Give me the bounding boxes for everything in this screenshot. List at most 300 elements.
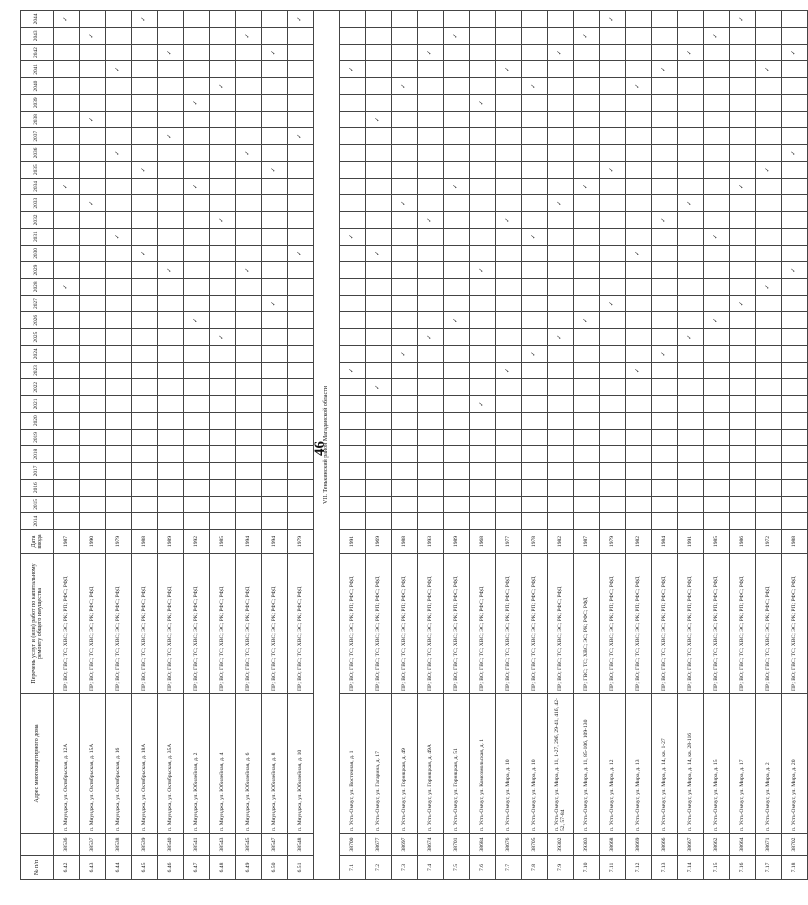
year-cell <box>782 245 808 262</box>
year-cell <box>756 145 782 162</box>
year-cell <box>262 128 288 145</box>
year-cell <box>132 145 158 162</box>
year-cell <box>54 463 80 480</box>
year-cell <box>730 212 756 229</box>
check-mark-icon: ✓ <box>427 334 434 340</box>
year-cell <box>184 513 210 530</box>
year-cell <box>496 11 522 28</box>
year-cell <box>106 195 132 212</box>
table-row <box>548 11 574 880</box>
row-year: 1988 <box>392 530 418 554</box>
year-cell <box>262 111 288 128</box>
row-services: ПР; ВО; ГВС; ТС; ХВС; ЭС; РК; РП; РФС; РФД <box>626 554 652 694</box>
row-services: ПР; ВО; ГВС; ТС; ХВС; ЭС; РК; РФС; РФД <box>470 554 496 694</box>
year-cell <box>522 345 548 362</box>
year-cell <box>574 396 600 413</box>
year-cell <box>366 362 392 379</box>
year-cell <box>54 379 80 396</box>
year-cell <box>184 111 210 128</box>
year-cell <box>80 111 106 128</box>
year-cell <box>496 312 522 329</box>
year-cell <box>626 195 652 212</box>
year-cell <box>158 463 184 480</box>
year-cell <box>158 178 184 195</box>
year-cell <box>54 61 80 78</box>
year-cell <box>782 145 808 162</box>
year-cell <box>366 412 392 429</box>
year-cell <box>782 27 808 44</box>
check-mark-icon: ✓ <box>271 301 278 307</box>
year-cell <box>496 195 522 212</box>
year-cell <box>574 295 600 312</box>
row-services: ПР; ВО; ГВС; ТС; ХВС; ЭС; РК; РП; РФС; РФД <box>704 554 730 694</box>
year-cell <box>600 446 626 463</box>
year-cell <box>418 446 444 463</box>
year-cell <box>184 496 210 513</box>
year-cell <box>184 195 210 212</box>
year-cell <box>54 329 80 346</box>
row-code: 38664 <box>730 834 756 856</box>
year-cell <box>522 463 548 480</box>
check-mark-icon: ✓ <box>349 234 356 240</box>
year-cell <box>184 463 210 480</box>
year-cell <box>210 228 236 245</box>
year-cell <box>210 496 236 513</box>
year-cell <box>392 429 418 446</box>
year-cell <box>158 78 184 95</box>
row-address: п. Усть-Омчуг, ул. Мира, д. 10 <box>522 694 548 834</box>
year-cell <box>756 463 782 480</box>
year-cell <box>496 362 522 379</box>
check-mark-icon: ✓ <box>661 217 668 223</box>
year-cell <box>54 429 80 446</box>
year-cell <box>730 228 756 245</box>
year-cell <box>522 161 548 178</box>
year-cell <box>54 262 80 279</box>
year-cell <box>548 496 574 513</box>
year-cell <box>132 128 158 145</box>
year-cell <box>236 11 262 28</box>
year-cell <box>600 212 626 229</box>
year-cell <box>132 27 158 44</box>
year-cell <box>574 412 600 429</box>
year-cell <box>678 195 704 212</box>
year-cell <box>392 262 418 279</box>
year-cell <box>496 245 522 262</box>
year-cell <box>756 78 782 95</box>
year-cell <box>548 295 574 312</box>
year-cell <box>132 11 158 28</box>
year-cell <box>496 513 522 530</box>
year-cell <box>782 262 808 279</box>
year-cell <box>236 312 262 329</box>
year-cell <box>236 295 262 312</box>
year-cell <box>730 329 756 346</box>
year-cell <box>600 479 626 496</box>
year-cell <box>470 278 496 295</box>
row-code: 38537 <box>80 834 106 856</box>
table-row <box>600 11 626 880</box>
check-mark-icon: ✓ <box>453 183 460 189</box>
year-cell <box>730 111 756 128</box>
year-cell <box>730 463 756 480</box>
year-cell <box>158 128 184 145</box>
row-num: 7.3 <box>392 856 418 880</box>
year-cell <box>210 78 236 95</box>
year-cell <box>678 396 704 413</box>
year-cell <box>80 429 106 446</box>
year-cell <box>470 245 496 262</box>
year-cell <box>262 329 288 346</box>
year-cell <box>210 178 236 195</box>
year-cell <box>210 513 236 530</box>
year-cell <box>262 362 288 379</box>
year-cell <box>782 94 808 111</box>
year-cell <box>522 11 548 28</box>
header-year-col: 2043 <box>21 27 54 44</box>
year-cell <box>756 396 782 413</box>
row-code: 38543 <box>210 834 236 856</box>
check-mark-icon: ✓ <box>271 167 278 173</box>
year-cell <box>54 412 80 429</box>
year-cell <box>80 61 106 78</box>
year-cell <box>626 262 652 279</box>
year-cell <box>652 379 678 396</box>
year-cell <box>652 446 678 463</box>
year-cell <box>756 329 782 346</box>
year-cell <box>756 111 782 128</box>
year-cell <box>626 446 652 463</box>
row-year: 1984 <box>652 530 678 554</box>
year-cell <box>730 178 756 195</box>
year-cell <box>678 145 704 162</box>
year-cell <box>288 178 314 195</box>
year-cell <box>522 412 548 429</box>
check-mark-icon: ✓ <box>765 66 772 72</box>
row-num: 7.4 <box>418 856 444 880</box>
year-cell <box>678 44 704 61</box>
row-year: 1968 <box>470 530 496 554</box>
header-year-col: 2024 <box>21 345 54 362</box>
year-cell <box>574 513 600 530</box>
year-cell <box>704 379 730 396</box>
header-year-col: 2017 <box>21 463 54 480</box>
year-cell <box>678 27 704 44</box>
year-cell <box>210 111 236 128</box>
row-year: 1972 <box>756 530 782 554</box>
year-cell <box>652 345 678 362</box>
year-cell <box>392 412 418 429</box>
year-cell <box>288 379 314 396</box>
year-cell <box>210 61 236 78</box>
year-cell <box>626 161 652 178</box>
year-cell <box>548 429 574 446</box>
header-year-col: 2016 <box>21 479 54 496</box>
year-cell <box>54 212 80 229</box>
year-cell <box>158 278 184 295</box>
year-cell <box>522 312 548 329</box>
year-cell <box>522 295 548 312</box>
year-cell <box>132 446 158 463</box>
row-address: п. Усть-Омчуг, ул. Мира, д. 11, 85-106, 109-130 <box>574 694 600 834</box>
year-cell <box>730 379 756 396</box>
table-row <box>522 11 548 880</box>
year-cell <box>54 245 80 262</box>
row-num: 7.10 <box>574 856 600 880</box>
year-cell <box>80 513 106 530</box>
check-mark-icon: ✓ <box>219 83 226 89</box>
year-cell <box>418 513 444 530</box>
year-cell <box>470 412 496 429</box>
year-cell <box>704 212 730 229</box>
year-cell <box>366 513 392 530</box>
year-cell <box>288 245 314 262</box>
row-num: 7.7 <box>496 856 522 880</box>
year-cell <box>392 513 418 530</box>
year-cell <box>444 245 470 262</box>
check-mark-icon: ✓ <box>453 317 460 323</box>
check-mark-icon: ✓ <box>557 334 564 340</box>
year-cell <box>392 44 418 61</box>
year-cell <box>626 228 652 245</box>
row-code: 38671 <box>756 834 782 856</box>
year-cell <box>366 396 392 413</box>
year-cell <box>54 27 80 44</box>
year-cell <box>730 345 756 362</box>
year-cell <box>106 329 132 346</box>
year-cell <box>548 329 574 346</box>
year-cell <box>106 278 132 295</box>
year-cell <box>288 44 314 61</box>
header-year-col: 2035 <box>21 161 54 178</box>
year-cell <box>730 362 756 379</box>
year-cell <box>626 479 652 496</box>
row-year: 1991 <box>340 530 366 554</box>
header-year-col: 2027 <box>21 295 54 312</box>
year-cell <box>548 379 574 396</box>
year-cell <box>288 145 314 162</box>
year-cell <box>80 78 106 95</box>
year-cell <box>184 228 210 245</box>
year-cell <box>626 61 652 78</box>
year-cell <box>782 11 808 28</box>
header-year-col: 2042 <box>21 44 54 61</box>
row-num: 7.5 <box>444 856 470 880</box>
year-cell <box>522 262 548 279</box>
row-address: п. Усть-Омчуг, ул. Мира, д. 2 <box>756 694 782 834</box>
year-cell <box>704 463 730 480</box>
year-cell <box>236 94 262 111</box>
table-row <box>782 11 808 880</box>
header-year-col: 2018 <box>21 446 54 463</box>
year-cell <box>418 396 444 413</box>
check-mark-icon: ✓ <box>687 334 694 340</box>
check-mark-icon: ✓ <box>687 200 694 206</box>
year-cell <box>132 345 158 362</box>
year-cell <box>262 178 288 195</box>
year-cell <box>652 128 678 145</box>
year-cell <box>574 278 600 295</box>
year-cell <box>444 78 470 95</box>
year-cell <box>340 245 366 262</box>
year-cell <box>444 262 470 279</box>
year-cell <box>782 513 808 530</box>
year-cell <box>522 44 548 61</box>
check-mark-icon: ✓ <box>479 401 486 407</box>
year-cell <box>782 479 808 496</box>
year-cell <box>678 61 704 78</box>
row-address: п. Усть-Омчуг, ул. Мира, д. 10 <box>496 694 522 834</box>
row-services: ПР; ВО; ГВС; ТС; ХВС; ЭС; РК; РП; РФС; РФД <box>522 554 548 694</box>
year-cell <box>106 295 132 312</box>
check-mark-icon: ✓ <box>583 317 590 323</box>
year-cell <box>730 44 756 61</box>
year-cell <box>366 295 392 312</box>
year-cell <box>366 78 392 95</box>
year-cell <box>54 479 80 496</box>
year-cell <box>470 111 496 128</box>
year-cell <box>158 312 184 329</box>
header-year-col: 2015 <box>21 496 54 513</box>
year-cell <box>678 295 704 312</box>
year-cell <box>678 496 704 513</box>
year-cell <box>678 329 704 346</box>
year-cell <box>626 513 652 530</box>
row-num: 7.14 <box>678 856 704 880</box>
year-cell <box>106 312 132 329</box>
year-cell <box>366 262 392 279</box>
row-code: 38674 <box>418 834 444 856</box>
row-address: п. Усть-Омчуг, ул. Мира, д. 14, кв. 1-27 <box>652 694 678 834</box>
row-code: 38684 <box>470 834 496 856</box>
row-num: 6.47 <box>184 856 210 880</box>
check-mark-icon: ✓ <box>505 217 512 223</box>
year-cell <box>366 94 392 111</box>
row-services: ПР; ВО; ГВС; ТС; ХВС; ЭС; РК; РП; РФС; РФД <box>496 554 522 694</box>
row-address: п. Мяунджа, ул. Октябрьская, д. 35А <box>158 694 184 834</box>
year-cell <box>704 78 730 95</box>
year-cell <box>418 312 444 329</box>
year-cell <box>132 245 158 262</box>
year-cell <box>626 295 652 312</box>
year-cell <box>132 111 158 128</box>
year-cell <box>418 11 444 28</box>
year-cell <box>132 161 158 178</box>
year-cell <box>444 396 470 413</box>
row-year: 1988 <box>132 530 158 554</box>
year-cell <box>80 412 106 429</box>
year-cell <box>548 412 574 429</box>
year-cell <box>236 212 262 229</box>
check-mark-icon: ✓ <box>167 50 174 56</box>
year-cell <box>600 329 626 346</box>
year-cell <box>392 78 418 95</box>
check-mark-icon: ✓ <box>557 50 564 56</box>
header-num: № п/п <box>21 856 54 880</box>
year-cell <box>782 446 808 463</box>
year-cell <box>236 446 262 463</box>
year-cell <box>522 78 548 95</box>
row-code: 38662 <box>704 834 730 856</box>
year-cell <box>470 262 496 279</box>
row-services: ПР; ВО; ГВС; ТС; ХВС; ЭС; РК; РП; РФС; РФД <box>392 554 418 694</box>
year-cell <box>782 463 808 480</box>
header-year-col: 2033 <box>21 195 54 212</box>
year-cell <box>80 245 106 262</box>
year-cell <box>262 245 288 262</box>
year-cell <box>340 78 366 95</box>
check-mark-icon: ✓ <box>89 200 96 206</box>
year-cell <box>600 11 626 28</box>
year-cell <box>210 362 236 379</box>
table-row <box>470 11 496 880</box>
year-cell <box>678 513 704 530</box>
row-year: 1986 <box>730 530 756 554</box>
year-cell <box>678 111 704 128</box>
year-cell <box>80 262 106 279</box>
year-cell <box>106 245 132 262</box>
year-cell <box>340 312 366 329</box>
year-cell <box>418 295 444 312</box>
year-cell <box>236 345 262 362</box>
year-cell <box>184 44 210 61</box>
table-row <box>678 11 704 880</box>
row-services: ПР; ВО; ГВС; ТС; ХВС; ЭС; РК; РФС; РФД <box>132 554 158 694</box>
year-cell <box>522 278 548 295</box>
year-cell <box>548 111 574 128</box>
year-cell <box>106 446 132 463</box>
check-mark-icon: ✓ <box>661 351 668 357</box>
year-cell <box>340 111 366 128</box>
year-cell <box>756 27 782 44</box>
year-cell <box>730 245 756 262</box>
year-cell <box>678 11 704 28</box>
check-mark-icon: ✓ <box>739 183 746 189</box>
row-num: 7.13 <box>652 856 678 880</box>
year-cell <box>366 345 392 362</box>
year-cell <box>652 61 678 78</box>
row-address: п. Усть-Омчуг, ул. Гагарина, д. 17 <box>366 694 392 834</box>
year-cell <box>184 178 210 195</box>
year-cell <box>340 145 366 162</box>
year-cell <box>184 212 210 229</box>
year-cell <box>548 446 574 463</box>
year-cell <box>392 195 418 212</box>
check-mark-icon: ✓ <box>739 301 746 307</box>
year-cell <box>158 513 184 530</box>
year-cell <box>574 362 600 379</box>
year-cell <box>444 446 470 463</box>
year-cell <box>158 161 184 178</box>
row-num: 6.45 <box>132 856 158 880</box>
year-cell <box>132 178 158 195</box>
year-cell <box>210 412 236 429</box>
table-row <box>262 11 288 880</box>
check-mark-icon: ✓ <box>739 16 746 22</box>
year-cell <box>600 513 626 530</box>
year-cell <box>470 61 496 78</box>
year-cell <box>80 228 106 245</box>
year-cell <box>600 245 626 262</box>
year-cell <box>288 262 314 279</box>
check-mark-icon: ✓ <box>479 267 486 273</box>
year-cell <box>210 245 236 262</box>
year-cell <box>444 111 470 128</box>
year-cell <box>132 329 158 346</box>
year-cell <box>496 61 522 78</box>
year-cell <box>54 128 80 145</box>
year-cell <box>184 245 210 262</box>
